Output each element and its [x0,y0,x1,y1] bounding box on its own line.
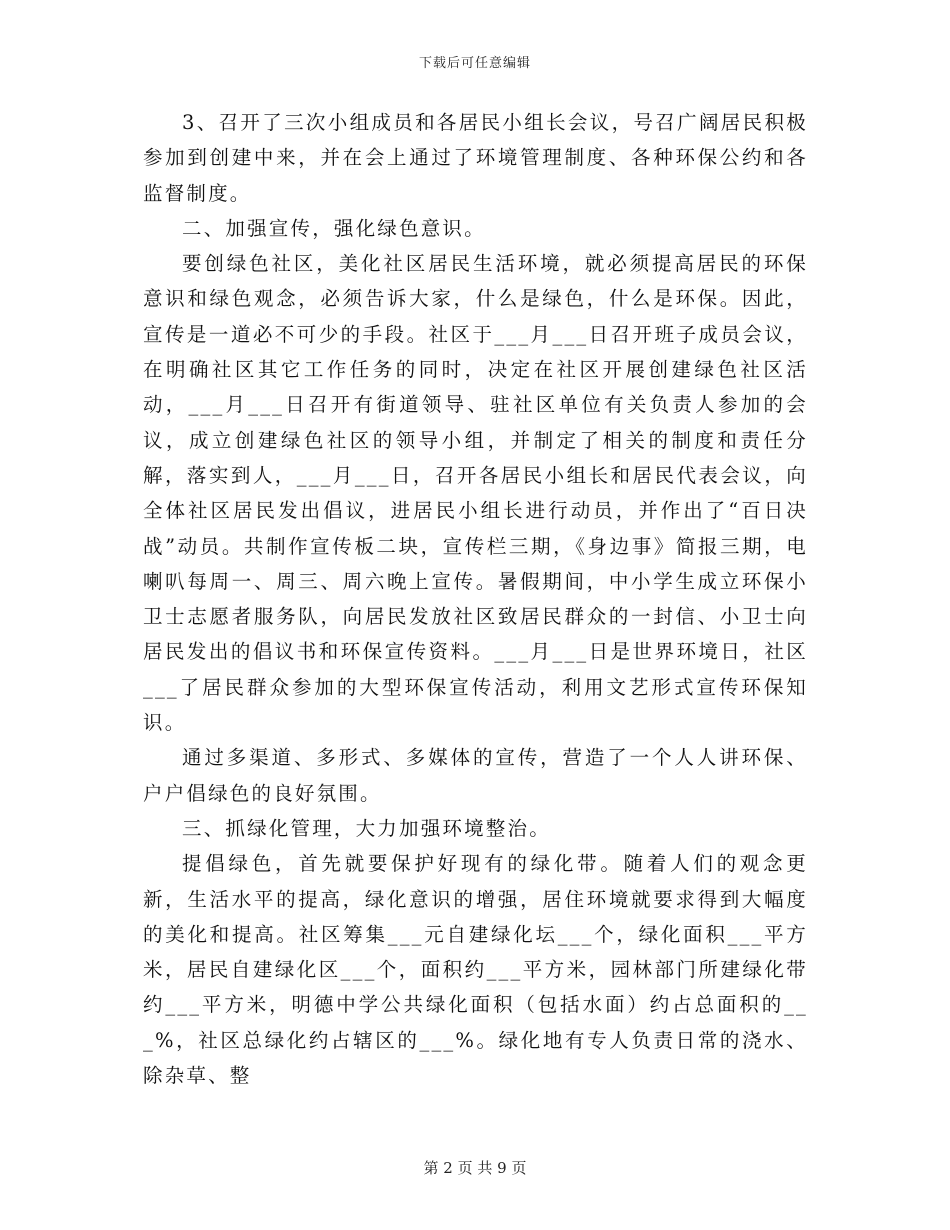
section-heading-greening: 三、抓绿化管理，大力加强环境整治。 [182,816,551,840]
document-body [143,105,808,1093]
section-heading-publicity: 二、加强宣传，强化绿色意识。 [182,216,486,240]
paragraph-meeting: 3、召开了三次小组成员和各居民小组长会议，号召广阔居民积极参加到创建中来，并在会上通过了环境管理制度、各种环保公约和各监督制度。 [143,111,808,205]
paragraph-publicity: 要创绿色社区，美化社区居民生活环境，就必须提高居民的环保意识和绿色观念，必须告诉大家，什么是绿色，什么是环保。因此，宣传是一道必不可少的手段。社区于___月___日召开班子成员会议，在明确社区其它工作任务的同时，决定在社区开展创建绿色社区活动，___月___日召开有街道领导、驻社区单位有关负责人参加的会议，成立创建绿色社区的领导小组，并制定了相关的制度和责任分解，落实到人，___月___日，召开各居民小组长和居民代表会议，向全体社区居民发出倡议，进居民小组长进行动员，并作出了“百日决战”动员。共制作宣传板二块，宣传栏三期，《身边事》简报三期，电喇叭每周一、周三、周六晚上宣传。暑假期间，中小学生成立环保小卫士志愿者服务队，向居民发放社区致居民群众的一封信、小卫士向居民发出的倡议书和环保宣传资料。___月___日是世界环境日，社区___了居民群众参加的大型环保宣传活动，利用文艺形式宣传环保知识。 [143,252,808,735]
page-header: 下载后可任意编辑 [418,56,531,71]
paragraph-atmosphere: 通过多渠道、多形式、多媒体的宣传，营造了一个人人讲环保、户户倡绿色的良好氛围。 [143,746,808,805]
page-number: 第 2 页 共 9 页 [423,1159,527,1177]
paragraph-greening: 提倡绿色，首先就要保护好现有的绿化带。随着人们的观念更新，生活水平的提高，绿化意识的增强，居住环境就要求得到大幅度的美化和提高。社区筹集___元自建绿化坛___个，绿化面积___平方米，居民自建绿化区___个，面积约___平方米，园林部门所建绿化带约___平方米，明德中学公共绿化面积（包括水面）约占总面积的___%，社区总绿化约占辖区的___%。绿化地有专人负责日常的浇水、除杂草、整 [143,852,808,1088]
